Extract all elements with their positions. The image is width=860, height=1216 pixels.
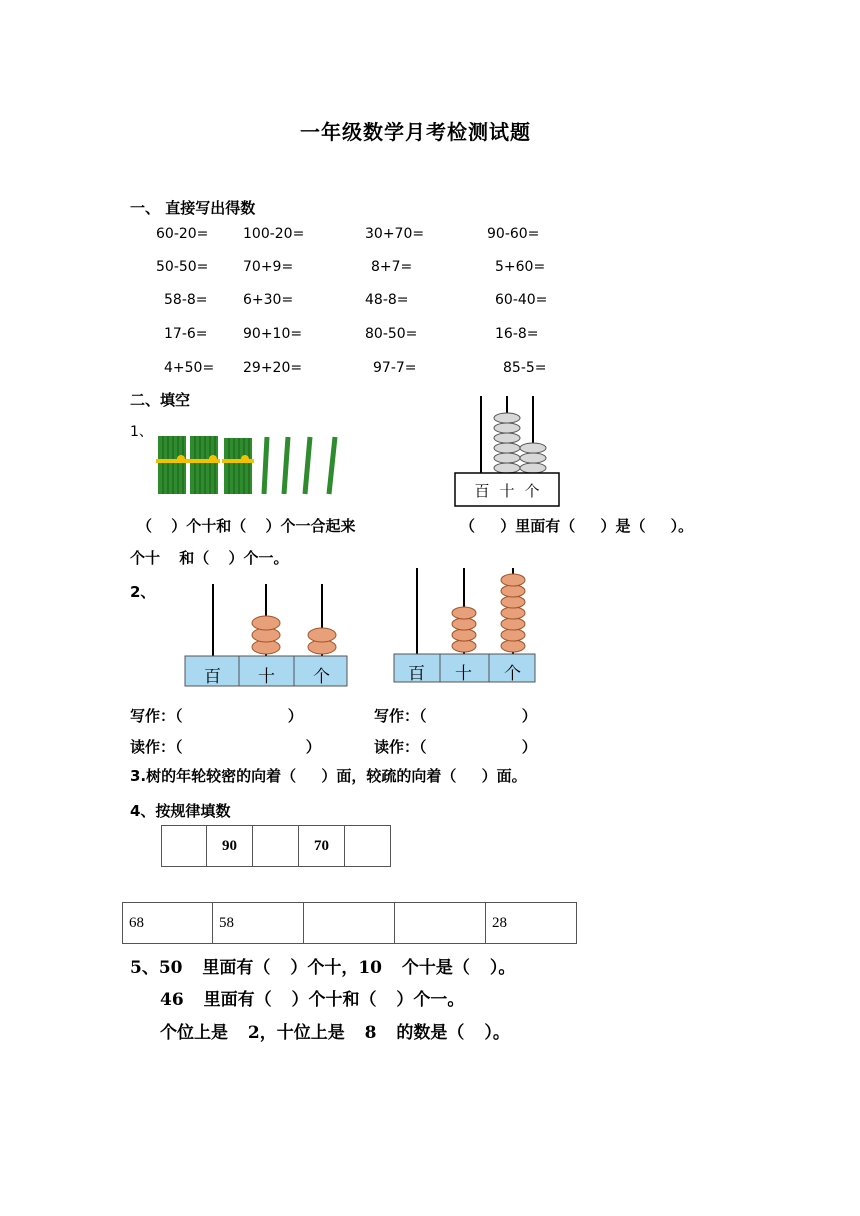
calc-item: 17-6= xyxy=(164,326,208,342)
calc-item: 29+20= xyxy=(243,360,303,376)
calc-item: 90+10= xyxy=(243,326,303,342)
hundreds-label: 百 xyxy=(204,667,221,687)
tens-label: 十 xyxy=(258,667,275,687)
calc-item: 70+9= xyxy=(243,259,294,275)
page-title: 一年级数学月考检测试题 xyxy=(300,120,531,144)
tens-label: 十 xyxy=(455,664,472,684)
calc-item: 16-8= xyxy=(495,326,539,342)
ten-bundle xyxy=(222,438,254,494)
q2-number: 2、 xyxy=(130,583,156,601)
calc-item: 8+7= xyxy=(371,259,413,275)
ones-label: 个 xyxy=(313,667,330,687)
calc-item: 60-20= xyxy=(156,226,209,242)
calc-item: 30+70= xyxy=(365,226,425,242)
q2-read-a: 读作：（ ） xyxy=(130,738,321,756)
pattern-cell[interactable] xyxy=(253,825,299,867)
calc-item: 100-20= xyxy=(243,226,305,242)
single-stick xyxy=(329,437,335,494)
calc-item: 4+50= xyxy=(164,360,215,376)
section1-heading: 一、 直接写出得数 xyxy=(130,199,256,217)
q2-write-a: 写作：（ ） xyxy=(130,707,303,725)
single-stick xyxy=(284,437,288,494)
section2-heading: 二、填空 xyxy=(130,391,191,409)
pattern-cell: 90 xyxy=(207,825,253,867)
q4-row1 xyxy=(161,825,391,867)
q4-heading: 4、按规律填数 xyxy=(130,802,231,820)
q2-read-b: 读作：（ ） xyxy=(374,738,537,756)
q1-line1-right: （ ）里面有（ ）是（ ）。 xyxy=(460,517,694,535)
pattern-cell: 28 xyxy=(486,902,577,944)
pattern-cell: 68 xyxy=(122,902,213,944)
q2-abacus-a xyxy=(184,584,348,688)
q5-line3: 个位上是 2，十位上是 8 的数是（ ）。 xyxy=(160,1023,510,1043)
ones-label: 个 xyxy=(524,482,540,500)
hundreds-label: 百 xyxy=(408,664,425,684)
calc-item: 80-50= xyxy=(365,326,418,342)
q1-line1-left: （ ）个十和（ ）个一合起来 xyxy=(137,517,356,535)
pattern-cell[interactable] xyxy=(395,902,486,944)
calc-item: 90-60= xyxy=(487,226,540,242)
q5-line2: 46 里面有（ ）个十和（ ）个一。 xyxy=(160,990,465,1010)
pattern-cell[interactable] xyxy=(304,902,395,944)
q2-abacus-b xyxy=(393,568,537,684)
q4-row2 xyxy=(122,902,577,944)
calc-item: 5+60= xyxy=(495,259,546,275)
q3-text: 3.树的年轮较密的向着（ ）面，较疏的向着（ ）面。 xyxy=(130,767,527,785)
pattern-cell[interactable] xyxy=(345,825,391,867)
ones-label: 个 xyxy=(504,664,521,684)
pattern-cell: 70 xyxy=(299,825,345,867)
q1-number: 1、 xyxy=(130,424,153,440)
q1-abacus xyxy=(454,396,560,508)
ten-bundle xyxy=(156,436,188,494)
q1-line2: 个十 和（ ）个一。 xyxy=(130,549,289,567)
calc-item: 6+30= xyxy=(243,292,294,308)
calc-item: 60-40= xyxy=(495,292,548,308)
ten-bundle xyxy=(188,436,220,494)
tens-label: 十 xyxy=(499,482,515,500)
calc-item: 50-50= xyxy=(156,259,209,275)
pattern-cell[interactable] xyxy=(161,825,207,867)
q2-write-b: 写作：（ ） xyxy=(374,707,537,725)
hundreds-label: 百 xyxy=(474,482,490,500)
calc-item: 58-8= xyxy=(164,292,208,308)
q5-line1: 5、50 里面有（ ）个十，10 个十是（ ）。 xyxy=(130,958,516,978)
single-stick xyxy=(305,437,310,494)
calc-item: 48-8= xyxy=(365,292,409,308)
sticks-illustration xyxy=(155,432,345,498)
pattern-cell: 58 xyxy=(213,902,304,944)
calc-item: 85-5= xyxy=(503,360,547,376)
single-stick xyxy=(264,437,267,494)
calc-item: 97-7= xyxy=(373,360,417,376)
